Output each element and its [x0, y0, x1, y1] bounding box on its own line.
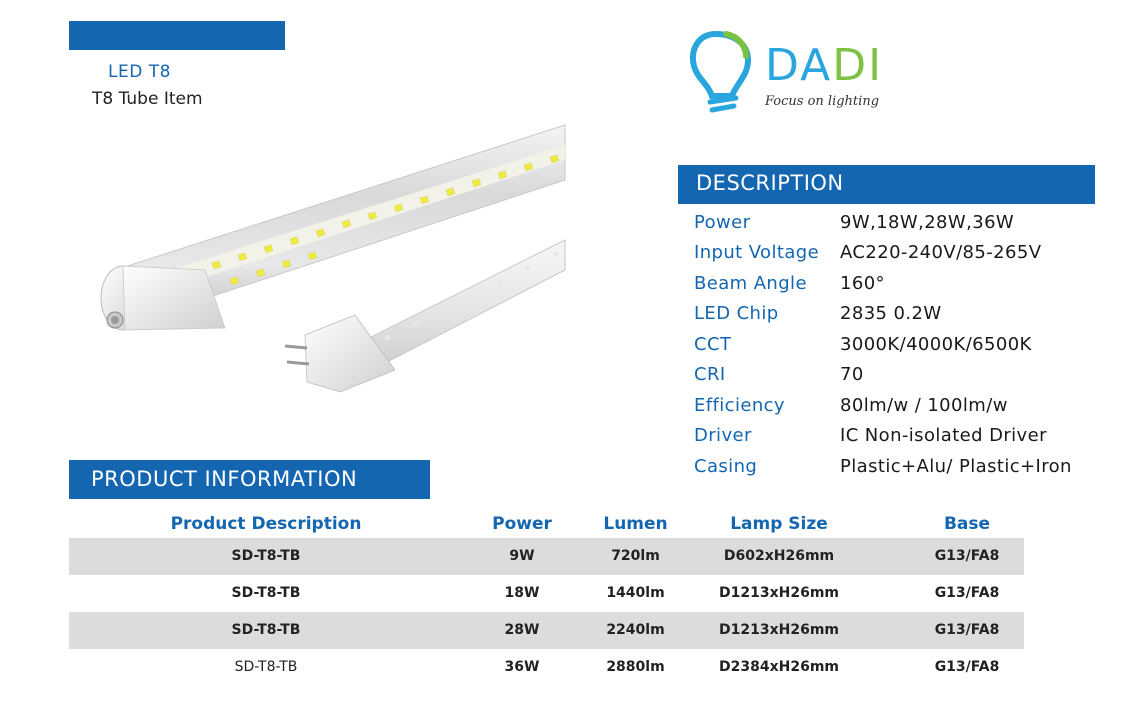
- spec-row: [694, 421, 1072, 452]
- spec-value: 9W,18W,28W,36W: [840, 211, 1015, 233]
- cell-description: SD-T8-TB: [231, 585, 301, 601]
- spec-row: [694, 207, 1072, 238]
- column-header-base: Base: [943, 514, 991, 534]
- product-information-title: PRODUCT INFORMATION: [91, 467, 358, 491]
- spec-label: Power: [694, 211, 751, 233]
- cell-base: G13/FA8: [934, 548, 1000, 564]
- cell-description: SD-T8-TB: [231, 548, 301, 564]
- column-header-lamp-size: Lamp Size: [730, 514, 828, 534]
- column-header-power: Power: [492, 514, 552, 534]
- product-information-table: [69, 514, 1024, 686]
- spec-value: 3000K/4000K/6500K: [840, 333, 1032, 355]
- cell-base: G13/FA8: [934, 585, 1000, 601]
- spec-row: [694, 329, 1072, 360]
- spec-label: Input Voltage: [694, 242, 820, 264]
- cell-lamp-size: D602xH26mm: [723, 548, 835, 564]
- table-row: [69, 612, 1024, 649]
- cell-lamp-size: D1213xH26mm: [719, 585, 839, 601]
- brand-name: [765, 40, 883, 91]
- cell-lumen: 2240lm: [606, 622, 665, 638]
- spec-label: Driver: [694, 425, 752, 447]
- cell-lumen: 2880lm: [606, 659, 665, 675]
- spec-row: [694, 299, 1072, 330]
- column-header-lumen: Lumen: [603, 514, 668, 534]
- cell-power: 36W: [504, 659, 540, 675]
- spec-row: [694, 390, 1072, 421]
- cell-description: SD-T8-TB: [231, 622, 301, 638]
- spec-value: 160°: [840, 272, 885, 294]
- header-accent-bar: [69, 21, 285, 50]
- spec-value: Plastic+Alu/ Plastic+Iron: [840, 455, 1072, 477]
- spec-row: [694, 238, 1072, 269]
- led-tube-product-image: [95, 120, 570, 400]
- product-category: LED T8: [108, 62, 171, 82]
- cell-base: G13/FA8: [934, 659, 1000, 675]
- spec-label: CRI: [694, 364, 726, 386]
- spec-label: Beam Angle: [694, 272, 807, 294]
- cell-base: G13/FA8: [934, 622, 1000, 638]
- cell-description: SD-T8-TB: [234, 659, 298, 675]
- spec-value: 70: [840, 364, 864, 386]
- spec-label: Efficiency: [694, 394, 785, 416]
- spec-row: [694, 360, 1072, 391]
- brand-tagline: Focus on lighting: [765, 94, 880, 109]
- product-subtitle: T8 Tube Item: [92, 89, 203, 109]
- description-title: DESCRIPTION: [696, 171, 844, 195]
- description-header: [678, 165, 1095, 204]
- column-header-description: Product Description: [170, 514, 362, 534]
- spec-row: [694, 451, 1072, 482]
- spec-value: 80lm/w / 100lm/w: [840, 394, 1008, 416]
- cell-power: 9W: [509, 548, 535, 564]
- cell-lamp-size: D2384xH26mm: [719, 659, 839, 675]
- brand-name-part2: DI: [832, 40, 884, 91]
- description-table: [694, 207, 1072, 482]
- spec-value: AC220-240V/85-265V: [840, 242, 1042, 264]
- product-information-header: [69, 460, 430, 499]
- spec-value: 2835 0.2W: [840, 303, 942, 325]
- cell-lumen: 720lm: [611, 548, 660, 564]
- brand-name-part1: DA: [765, 40, 833, 91]
- table-row: [69, 538, 1024, 575]
- cell-power: 18W: [504, 585, 540, 601]
- table-header-row: [69, 514, 1024, 538]
- spec-row: [694, 268, 1072, 299]
- cell-lamp-size: D1213xH26mm: [719, 622, 839, 638]
- spec-label: CCT: [694, 333, 732, 355]
- cell-lumen: 1440lm: [606, 585, 665, 601]
- table-row: [69, 649, 1024, 686]
- cell-power: 28W: [504, 622, 540, 638]
- spec-label: Casing: [694, 455, 758, 477]
- spec-value: IC Non-isolated Driver: [840, 425, 1047, 447]
- table-row: [69, 575, 1024, 612]
- spec-label: LED Chip: [694, 303, 779, 325]
